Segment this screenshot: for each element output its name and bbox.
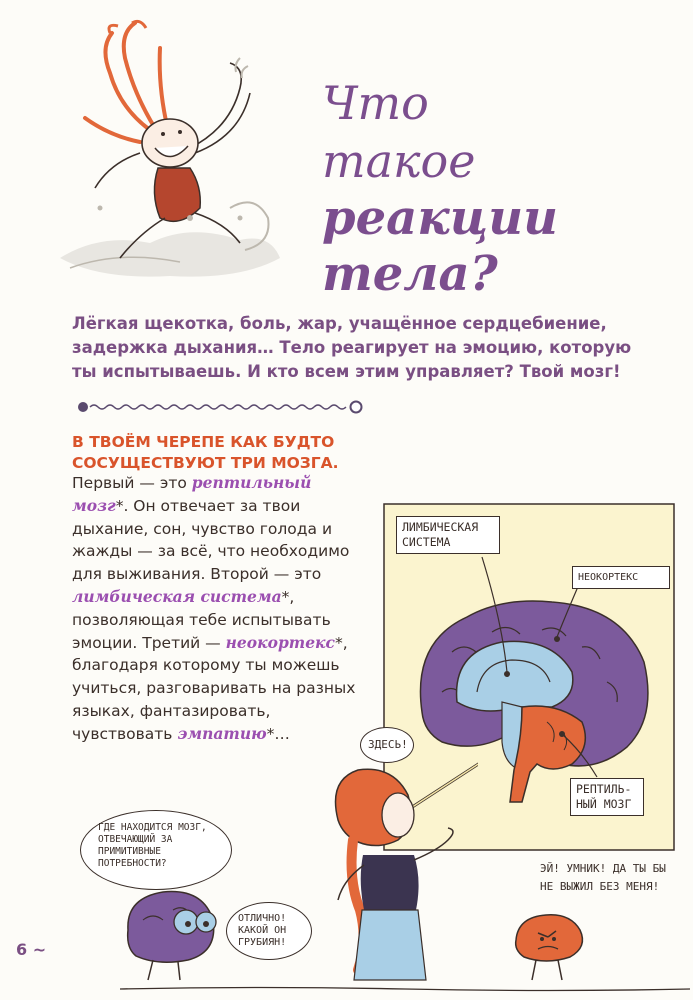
- label-neocortex: НЕОКОРТЕКС: [572, 566, 670, 589]
- wavy-divider: [76, 398, 366, 416]
- body-text: [72, 472, 372, 746]
- rude-speech-text: ОТЛИЧНО! КАКОЙ ОН ГРУБИЯН!: [238, 913, 287, 948]
- purple-brain-character: [118, 880, 228, 986]
- title-line-2: такое: [322, 134, 476, 188]
- body-p1: Первый — это: [72, 474, 187, 492]
- title-line-3: реакции: [322, 190, 559, 246]
- reptilian-brain-character: [508, 905, 598, 987]
- girl-with-pointer-illustration: [298, 730, 478, 992]
- smart-speech-text: ЭЙ! УМНИК! ДА ТЫ БЫ НЕ ВЫЖИЛ БЕЗ МЕНЯ!: [540, 862, 666, 893]
- body-p2: *. Он отвечает за твои дыхание, сон, чувство голода и жажды — за всё, что необходимо для выживания. Второй — это: [72, 496, 350, 584]
- section-subhead: В ТВОЁМ ЧЕРЕПЕ КАК БУДТО СОСУЩЕСТВУЮТ ТРИ МОЗГА.: [72, 433, 339, 472]
- label-reptilian-brain: РЕПТИЛЬ-НЫЙ МОЗГ: [570, 778, 644, 816]
- title-line-1: Что: [322, 76, 429, 130]
- term-reptilian-brain: рептильный мозг: [72, 473, 312, 515]
- here-speech-text: ЗДЕСЬ!: [368, 738, 408, 751]
- body-p5: *…: [266, 724, 290, 743]
- label-limbic-system: ЛИМБИЧЕСКАЯ СИСТЕМА: [396, 516, 500, 554]
- page-number: 6 ~: [16, 940, 47, 959]
- intro-text: Лёгкая щекотка, боль, жар, учащённое сердцебиение, задержка дыхания… Тело реагирует на эмоцию, которую ты испытываешь. И кто всем этим управляет? Твой мозг!: [72, 314, 632, 381]
- term-limbic-system: лимбическая система: [72, 586, 282, 606]
- title-line-4: тела?: [322, 246, 498, 302]
- swimming-girl-illustration: [40, 18, 300, 288]
- term-neocortex: неокортекс: [225, 632, 335, 652]
- term-empathy: эмпатию: [177, 723, 267, 743]
- purple-brain-speech-text: ГДЕ НАХОДИТСЯ МОЗГ, ОТВЕЧАЮЩИЙ ЗА ПРИМИТИВНЫЕ ПОТРЕБНОСТИ?: [98, 822, 207, 869]
- ground-line: [120, 984, 690, 994]
- body-p3: *, позволяющая тебе испытывать эмоции. Третий —: [72, 587, 331, 652]
- body-p4: *, благодаря которому ты можешь учиться, разговаривать на разных языках, фантазировать, чувствовать: [72, 633, 356, 743]
